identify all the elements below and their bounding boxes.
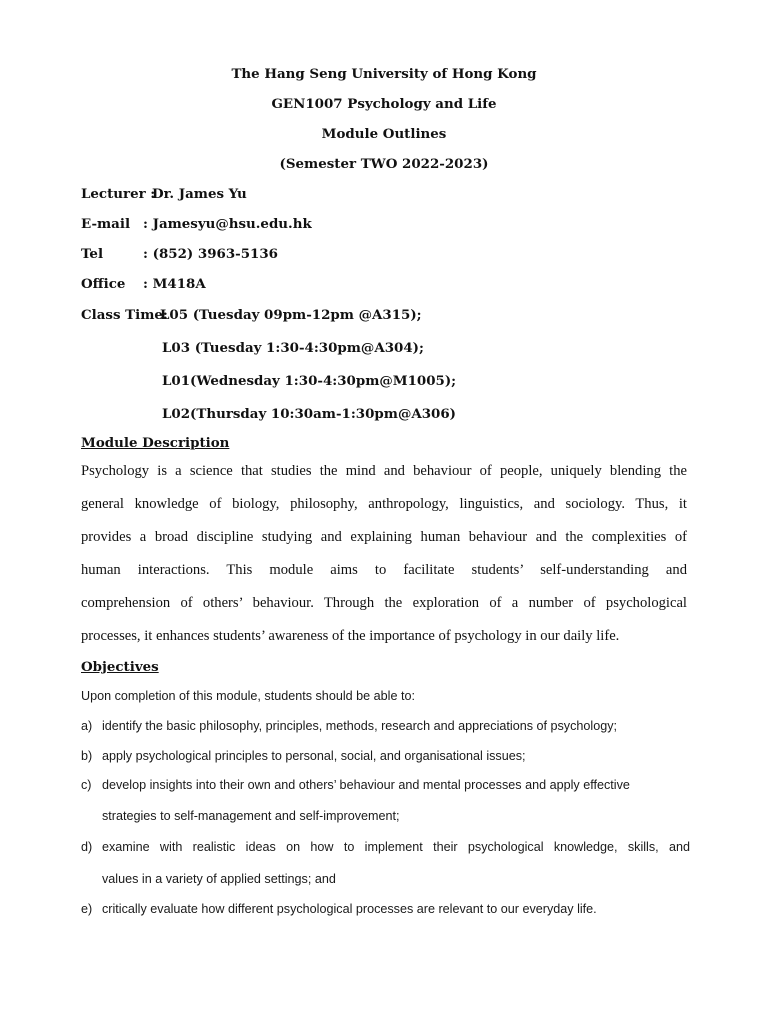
course-title: GEN1007 Psychology and Life bbox=[271, 96, 497, 112]
description-line: processes, it enhances students’ awareness of the importance of psychology in our daily life. bbox=[81, 628, 620, 644]
objective-text: strategies to self-management and self-improvement; bbox=[102, 809, 400, 823]
objective-letter: e) bbox=[81, 902, 93, 916]
objective-letter: d) bbox=[81, 840, 93, 854]
objectives-heading: Objectives bbox=[81, 659, 159, 675]
objective-text: values in a variety of applied settings; and bbox=[102, 872, 336, 886]
university-name: The Hang Seng University of Hong Kong bbox=[231, 66, 537, 82]
office-value: : M418A bbox=[143, 276, 206, 292]
class-session: L03 (Tuesday 1:30-4:30pm@A304); bbox=[162, 340, 424, 356]
tel-value: : (852) 3963-5136 bbox=[143, 246, 278, 262]
description-line: Psychology is a science that studies the mind and behaviour of people, uniquely blending the bbox=[81, 463, 687, 479]
lecturer-label: Lecturer : bbox=[81, 186, 156, 202]
objective-letter: a) bbox=[81, 719, 93, 733]
objective-text: examine with realistic ideas on how to implement their psychological knowledge, skills, and bbox=[102, 840, 690, 854]
objective-letter: c) bbox=[81, 778, 92, 792]
objective-text: apply psychological principles to personal, social, and organisational issues; bbox=[102, 749, 526, 763]
class-session: L01(Wednesday 1:30-4:30pm@M1005); bbox=[162, 373, 457, 389]
class-time-label: Class Time: bbox=[81, 307, 168, 323]
semester-label: (Semester TWO 2022-2023) bbox=[279, 156, 489, 172]
description-line: human interactions. This module aims to facilitate students’ self-understanding and bbox=[81, 562, 687, 578]
objective-letter: b) bbox=[81, 749, 93, 763]
objective-text: identify the basic philosophy, principles, methods, research and appreciations of psychology; bbox=[102, 719, 618, 733]
objectives-intro: Upon completion of this module, students should be able to: bbox=[81, 689, 415, 703]
description-line: provides a broad discipline studying and explaining human behaviour and the complexities of bbox=[81, 529, 687, 545]
office-label: Office bbox=[81, 276, 126, 292]
email-value: : Jamesyu@hsu.edu.hk bbox=[143, 216, 312, 232]
module-description-heading: Module Description bbox=[81, 435, 230, 451]
lecturer-value: Dr. James Yu bbox=[152, 186, 247, 202]
tel-label: Tel bbox=[81, 246, 104, 262]
description-line: comprehension of others’ behaviour. Through the exploration of a number of psychological bbox=[81, 595, 687, 611]
class-session: L02(Thursday 10:30am-1:30pm@A306) bbox=[162, 406, 457, 422]
objective-text: develop insights into their own and others’ behaviour and mental processes and apply effective bbox=[102, 778, 630, 792]
document-title: Module Outlines bbox=[321, 126, 447, 142]
objective-text: critically evaluate how different psychological processes are relevant to our everyday life. bbox=[102, 902, 597, 916]
class-session: L05 (Tuesday 09pm-12pm @A315); bbox=[160, 307, 422, 323]
description-line: general knowledge of biology, philosophy, anthropology, linguistics, and sociology. Thus, it bbox=[81, 496, 687, 512]
email-label: E-mail bbox=[81, 216, 131, 232]
